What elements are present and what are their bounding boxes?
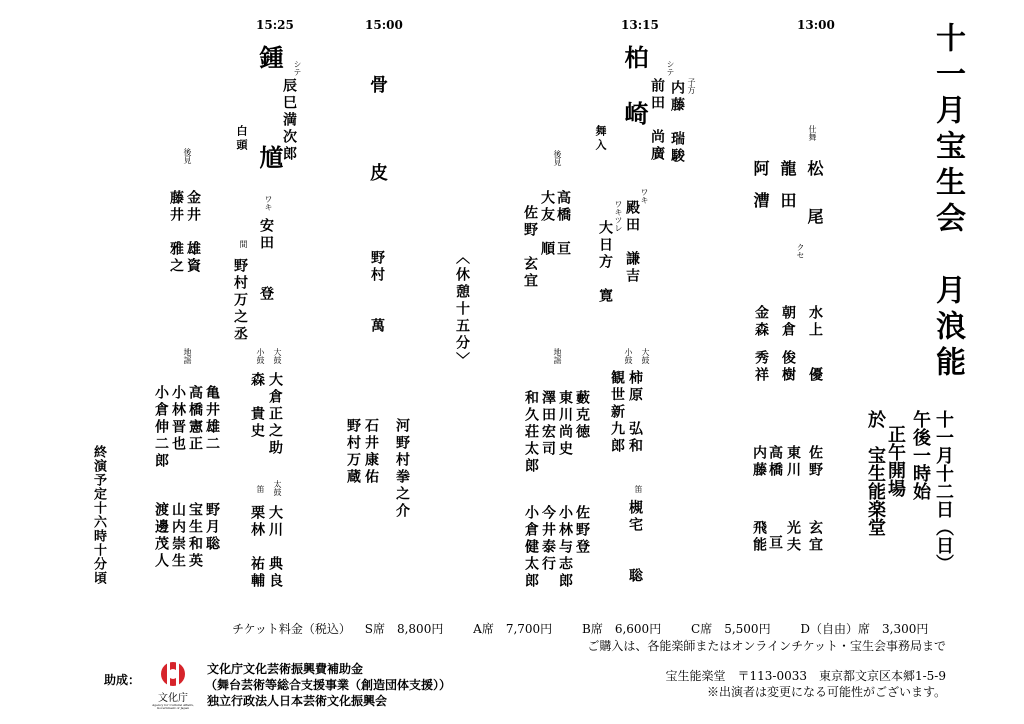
shoki-shite: 辰巳満次郎 (281, 78, 297, 163)
shimai-jiutai-2b: 光夫 (785, 520, 801, 554)
shimai-jiutai-4b: 飛能 (751, 520, 767, 554)
break-notice: 〈休憩十五分〉 (454, 250, 470, 369)
kotsuhi-name-2: 石井康佑 (363, 418, 379, 486)
shimai-tatsuta: 龍 田 (778, 160, 797, 208)
ticket-a: A席 7,700円 (473, 622, 553, 636)
shoki-waki: 安田 登 (258, 218, 274, 303)
shimai-tatsuta-shite-2: 俊樹 (780, 350, 796, 384)
shoki-title: 鍾 馗 (255, 45, 284, 195)
shimai-akogi-shite-1: 金森 (753, 305, 769, 339)
shimai-jiutai-4: 内藤 (751, 445, 767, 479)
shoki-jiutai-1: 亀井雄二 (204, 385, 220, 453)
shoki-fue: 栗林 祐輔 (249, 505, 265, 590)
start-time: 午後一時始 (910, 410, 931, 500)
venue-address: 宝生能楽堂 〒113-0033 東京都文京区本郷1-5-9 (665, 669, 946, 683)
shoki-kotsuzumi-role: 小鼓 (256, 348, 265, 364)
open-time: 正午開場 (885, 425, 906, 497)
kashiwazaki-sub: 舞入 (594, 125, 607, 153)
ticket-label: チケット料金（税込） (232, 622, 351, 636)
shoki-otsuzumi: 大倉正之助 (267, 372, 283, 457)
kashiwazaki-kotsuzumi-role: 小鼓 (624, 348, 633, 364)
shimai-jiutai-1: 佐野 (807, 445, 823, 479)
shimai-jiutai-2: 東川 (785, 445, 801, 479)
shoki-taiko-role: 太鼓 (273, 480, 282, 496)
kashiwazaki-wakitsure: 大日方 寛 (597, 220, 613, 305)
shoki-shite-role: シテ (293, 60, 302, 76)
shoki-jiutai-6: 宝生和英 (187, 502, 203, 570)
shimai-matsuo-shite-1: 水上 (807, 305, 823, 339)
kashiwazaki-waki: 殿田 謙吉 (624, 200, 640, 285)
shimai-role: 仕舞 (808, 125, 817, 141)
ticket-b: B席 6,600円 (582, 622, 662, 636)
shimai-jiutai-1b: 玄宜 (807, 520, 823, 554)
time-shoki: 15:25 (256, 18, 294, 32)
shoki-kotsuzumi: 森 貴史 (249, 372, 265, 440)
shimai-matsuo: 松 尾 (805, 160, 824, 224)
kashiwazaki-jiutai-4: 和久荘太郎 (523, 390, 539, 475)
shoki-koken-2: 藤井 雅之 (168, 190, 184, 275)
shoki-fue-role: 笛 (256, 485, 265, 493)
kotsuhi-name-1: 河野村拳之介 (394, 418, 410, 520)
kotsuhi-name-3: 野村万蔵 (345, 418, 361, 486)
kashiwazaki-kokata: 内藤 瑞駿 (669, 80, 685, 165)
bunkacho-logo-icon (150, 660, 196, 690)
kashiwazaki-koken-role: 後見 (553, 150, 562, 166)
kashiwazaki-title: 柏 崎 (620, 45, 649, 129)
ticket-purchase: ご購入は、各能楽師またはオンラインチケット・宝生会事務局まで (587, 639, 946, 653)
kashiwazaki-jiutai-8: 小倉健太郎 (523, 505, 539, 590)
shimai-jiutai-3b: 亘 (767, 535, 783, 552)
kashiwazaki-jiutai-2: 東川尚史 (557, 390, 573, 458)
shoki-taiko: 大川 典良 (267, 505, 283, 590)
support-line-1: 文化庁文化芸術振興費補助金 (207, 662, 364, 676)
ticket-row (232, 620, 928, 637)
kashiwazaki-jiutai-1: 藪克徳 (574, 390, 590, 441)
ticket-s: S席 8,800円 (364, 622, 444, 636)
kashiwazaki-otsuzumi: 柿原 弘和 (627, 370, 643, 455)
support-label: 助成： (104, 673, 141, 687)
kashiwazaki-koken-2: 大友 順 (539, 190, 555, 258)
kashiwazaki-fue-role: 笛 (634, 485, 643, 493)
shimai-tatsuta-note: クセ (796, 243, 805, 259)
shoki-ai-role: 間 (239, 240, 248, 248)
shoki-jiutai-4: 小倉伸二郎 (153, 385, 169, 470)
shimai-akogi-shite-2: 秀祥 (753, 350, 769, 384)
bunkacho-logo-text: 文化庁 (158, 693, 188, 704)
time-kashiwazaki: 13:15 (621, 18, 659, 32)
shoki-otsuzumi-role: 大鼓 (273, 348, 282, 364)
venue-line: 於 宝生能楽堂 (865, 410, 886, 536)
shoki-koken-role: 後見 (183, 148, 192, 164)
support-line-3: 独立行政法人日本芸術文化振興会 (207, 694, 388, 708)
bunkacho-logo-sub: Agency for Cultural Affairs, Government of Japan (152, 703, 194, 711)
kashiwazaki-jiutai-6: 小林与志郎 (557, 505, 573, 590)
page-title: 十一月宝生会 月浪能 (930, 22, 965, 382)
kashiwazaki-fue: 槻宅 聡 (627, 500, 643, 585)
kashiwazaki-jiutai-5: 佐野登 (574, 505, 590, 556)
shimai-akogi: 阿 漕 (751, 160, 770, 208)
shoki-jiutai-3: 小林晋也 (170, 385, 186, 453)
bunkacho-logo (150, 660, 196, 710)
kashiwazaki-jiutai-3: 澤田宏司 (540, 390, 556, 458)
shoki-jiutai-2: 高橋憲正 (187, 385, 203, 453)
ticket-c: C席 5,500円 (691, 622, 771, 636)
kashiwazaki-shite: 前田 尚廣 (649, 78, 665, 163)
kashiwazaki-jiutai-7: 今井泰行 (540, 505, 556, 573)
kotsuhi-title: 骨 皮 (367, 75, 388, 207)
kashiwazaki-koken-3: 佐野 玄宜 (522, 205, 538, 290)
kashiwazaki-koken-1: 高橋 亘 (555, 190, 571, 258)
shoki-ai: 野村万之丞 (232, 258, 248, 343)
kotsuhi-actor: 野村 萬 (369, 250, 385, 335)
kashiwazaki-kotsuzumi: 観世新九郎 (609, 370, 625, 455)
kashiwazaki-otsuzumi-role: 大鼓 (641, 348, 650, 364)
shimai-matsuo-shite-2: 優 (807, 350, 823, 384)
shoki-jiutai-8: 渡邊茂人 (153, 502, 169, 570)
time-kotsuhi: 15:00 (365, 18, 403, 32)
time-matsuo: 13:00 (797, 18, 835, 32)
shoki-jiutai-7: 山内崇生 (170, 502, 186, 570)
kashiwazaki-jiutai-role: 地謡 (553, 348, 562, 364)
shoki-jiutai-5: 野月聡 (204, 502, 220, 553)
kashiwazaki-kokata-role: 子方 (687, 78, 696, 94)
shoki-waki-role: ワキ (264, 195, 273, 211)
ticket-d: D（自由）席 3,300円 (800, 622, 929, 636)
kashiwazaki-shite-role: シテ (666, 60, 675, 76)
shoki-sub: 白頭 (235, 125, 248, 153)
kashiwazaki-wakitsure-role: ワキツレ (614, 200, 623, 232)
end-time: 終演予定十六時十分頃 (91, 445, 106, 585)
notice: ※出演者は変更になる可能性がございます。 (706, 685, 946, 699)
support-line-2: （舞台芸術等総合支援事業（創造団体支援）） (205, 678, 452, 692)
shimai-tatsuta-shite-1: 朝倉 (780, 305, 796, 339)
kashiwazaki-waki-role: ワキ (640, 188, 649, 204)
shoki-jiutai-role: 地謡 (183, 348, 192, 364)
shoki-koken-1: 金井 雄資 (185, 190, 201, 275)
event-date: 十一月十二日（日） (933, 410, 954, 572)
shimai-jiutai-3: 高橋 (767, 445, 783, 479)
